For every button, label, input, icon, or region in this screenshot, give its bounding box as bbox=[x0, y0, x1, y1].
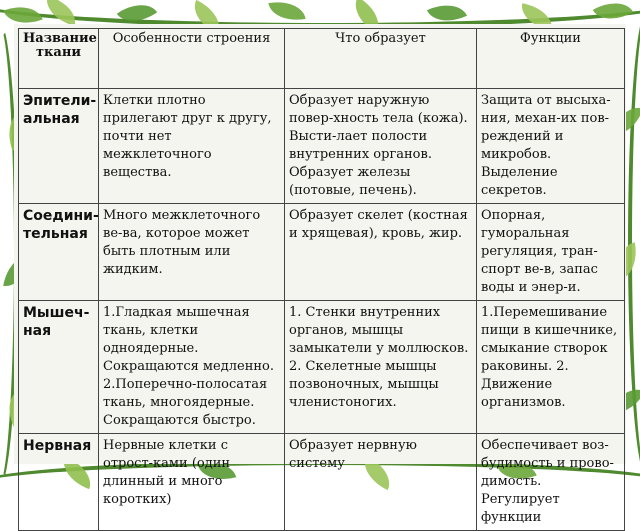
table-row bbox=[19, 204, 625, 301]
row-structure: Нервные клетки с отрост-ками (один длинный и много коротких) bbox=[99, 434, 285, 531]
row-forms: 1. Стенки внутренних органов, мышцы замыкатели у моллюсков. 2. Скелетные мышцы позвоночных, мышцы членистоногих. bbox=[285, 301, 477, 434]
row-forms: Образует нервную систему bbox=[285, 434, 477, 531]
row-structure: 1.Гладкая мышечная ткань, клетки одноядерные. Сокращаются медленно. 2.Поперечно-полосатая ткань, многоядерные. Сокращаются быстро. bbox=[99, 301, 285, 434]
header-tissue-name: Название ткани bbox=[19, 29, 99, 89]
header-forms: Что образует bbox=[285, 29, 477, 89]
row-forms: Образует наружную повер-хность тела (кожа). Высти-лает полости внутренних органов. Образует железы (потовые, печень). bbox=[285, 89, 477, 204]
row-functions: 1.Перемешивание пищи в кишечнике, смыкание створок раковины. 2. Движение организмов. bbox=[477, 301, 625, 434]
header-structure: Особенности строения bbox=[99, 29, 285, 89]
tissues-table bbox=[18, 28, 625, 531]
row-structure: Много межклеточного ве-ва, которое может быть плотным или жидким. bbox=[99, 204, 285, 301]
row-functions: Обеспечивает воз-будимость и прово-димость. Регулирует функции bbox=[477, 434, 625, 531]
row-name: Нервная bbox=[19, 434, 99, 531]
table-row bbox=[19, 434, 625, 531]
row-name: Соедини-тельная bbox=[19, 204, 99, 301]
row-forms: Образует скелет (костная и хрящевая), кровь, жир. bbox=[285, 204, 477, 301]
row-structure: Клетки плотно прилегают друг к другу, почти нет межклеточного вещества. bbox=[99, 89, 285, 204]
header-functions: Функции bbox=[477, 29, 625, 89]
row-name: Эпители-альная bbox=[19, 89, 99, 204]
table-row bbox=[19, 89, 625, 204]
row-name: Мышеч-ная bbox=[19, 301, 99, 434]
row-functions: Защита от высыха-ния, механ-их пов-реждений и микробов. Выделение секретов. bbox=[477, 89, 625, 204]
table-row bbox=[19, 301, 625, 434]
table-header-row bbox=[19, 29, 625, 89]
row-functions: Опорная, гуморальная регуляция, тран-спорт ве-в, запас воды и энер-и. bbox=[477, 204, 625, 301]
